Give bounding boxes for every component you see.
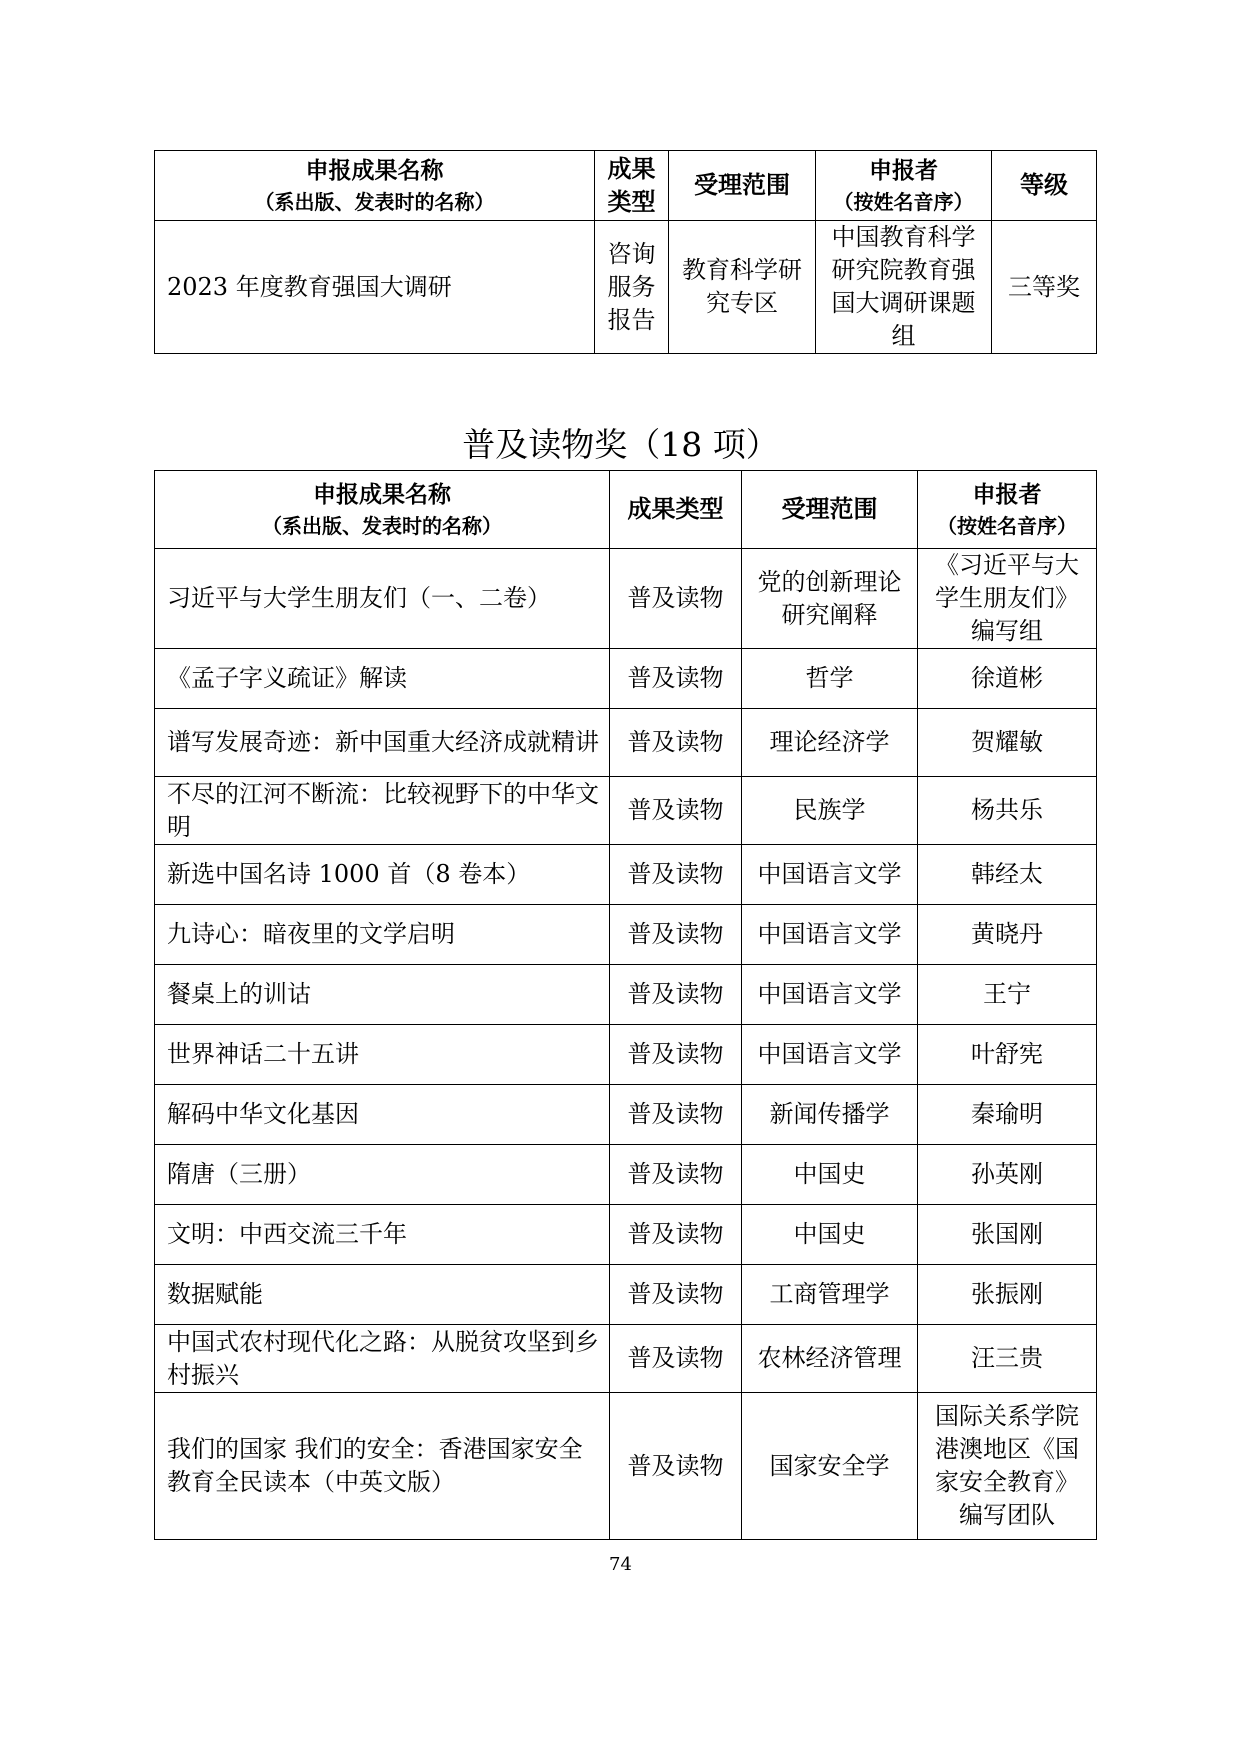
cell-scope: 中国语言文学 xyxy=(742,1025,918,1085)
cell-scope: 哲学 xyxy=(742,649,918,709)
header-name-sub: （系出版、发表时的名称） xyxy=(254,189,495,214)
header-name-main: 申报成果名称 xyxy=(305,157,444,184)
cell-name: 我们的国家 我们的安全：香港国家安全教育全民读本（中英文版） xyxy=(155,1393,610,1540)
page-number: 74 xyxy=(609,1554,632,1575)
cell-name: 不尽的江河不断流：比较视野下的中华文明 xyxy=(155,777,610,845)
cell-type: 普及读物 xyxy=(610,1265,742,1325)
cell-type: 普及读物 xyxy=(610,549,742,649)
cell-type: 普及读物 xyxy=(610,777,742,845)
table-row xyxy=(155,649,1097,709)
cell-scope: 中国史 xyxy=(742,1145,918,1205)
cell-scope: 工商管理学 xyxy=(742,1265,918,1325)
cell-applicant: 王宁 xyxy=(918,965,1097,1025)
cell-type: 普及读物 xyxy=(610,845,742,905)
cell-name: 世界神话二十五讲 xyxy=(155,1025,610,1085)
header-type: 成果类型 xyxy=(610,471,742,549)
cell-type: 普及读物 xyxy=(610,1025,742,1085)
cell-applicant: 贺耀敏 xyxy=(918,709,1097,777)
table-row xyxy=(155,965,1097,1025)
cell-name: 习近平与大学生朋友们（一、二卷） xyxy=(155,549,610,649)
table-row xyxy=(155,1393,1097,1540)
table-row xyxy=(155,777,1097,845)
cell-applicant: 中国教育科学研究院教育强国大调研课题组 xyxy=(816,221,992,354)
cell-applicant: 杨共乐 xyxy=(918,777,1097,845)
table-row xyxy=(155,1205,1097,1265)
table-row xyxy=(155,549,1097,649)
header-name xyxy=(155,471,610,549)
cell-name: 餐桌上的训诂 xyxy=(155,965,610,1025)
cell-scope: 中国语言文学 xyxy=(742,845,918,905)
header-applicant xyxy=(816,151,992,221)
table-row xyxy=(155,1265,1097,1325)
header-applicant xyxy=(918,471,1097,549)
cell-applicant: 秦瑜明 xyxy=(918,1085,1097,1145)
cell-name: 《孟子字义疏证》解读 xyxy=(155,649,610,709)
cell-grade: 三等奖 xyxy=(992,221,1097,354)
header-type: 成果类型 xyxy=(595,151,669,221)
cell-type: 咨询服务报告 xyxy=(595,221,669,354)
header-name-main: 申报成果名称 xyxy=(313,481,451,508)
cell-applicant: 孙英刚 xyxy=(918,1145,1097,1205)
cell-scope: 教育科学研究专区 xyxy=(669,221,816,354)
header-name-sub: （系出版、发表时的名称） xyxy=(262,513,502,538)
table-header-row xyxy=(155,151,1097,221)
header-name xyxy=(155,151,595,221)
cell-applicant: 张国刚 xyxy=(918,1205,1097,1265)
cell-applicant: 徐道彬 xyxy=(918,649,1097,709)
cell-scope: 中国语言文学 xyxy=(742,905,918,965)
header-scope: 受理范围 xyxy=(742,471,918,549)
award-table-popular-readings xyxy=(154,470,1097,1540)
cell-name: 数据赋能 xyxy=(155,1265,610,1325)
cell-applicant: 汪三贵 xyxy=(918,1325,1097,1393)
table-header-row xyxy=(155,471,1097,549)
cell-type: 普及读物 xyxy=(610,709,742,777)
header-applicant-sub: （按姓名音序） xyxy=(833,189,974,214)
cell-type: 普及读物 xyxy=(610,1085,742,1145)
table-row xyxy=(155,1025,1097,1085)
table-row xyxy=(155,845,1097,905)
table-row xyxy=(155,1325,1097,1393)
cell-scope: 党的创新理论研究阐释 xyxy=(742,549,918,649)
cell-applicant: 国际关系学院港澳地区《国家安全教育》编写团队 xyxy=(918,1393,1097,1540)
award-table-top xyxy=(154,150,1097,354)
cell-applicant: 叶舒宪 xyxy=(918,1025,1097,1085)
cell-type: 普及读物 xyxy=(610,649,742,709)
table-row xyxy=(155,905,1097,965)
cell-type: 普及读物 xyxy=(610,1145,742,1205)
cell-scope: 农林经济管理 xyxy=(742,1325,918,1393)
cell-name: 隋唐（三册） xyxy=(155,1145,610,1205)
header-applicant-main: 申报者 xyxy=(869,157,938,184)
cell-name: 文明：中西交流三千年 xyxy=(155,1205,610,1265)
cell-type: 普及读物 xyxy=(610,1205,742,1265)
table-row xyxy=(155,1085,1097,1145)
header-applicant-main: 申报者 xyxy=(972,481,1042,508)
cell-scope: 中国语言文学 xyxy=(742,965,918,1025)
cell-name: 解码中华文化基因 xyxy=(155,1085,610,1145)
cell-applicant: 韩经太 xyxy=(918,845,1097,905)
cell-name: 中国式农村现代化之路：从脱贫攻坚到乡村振兴 xyxy=(155,1325,610,1393)
cell-applicant: 张振刚 xyxy=(918,1265,1097,1325)
cell-type: 普及读物 xyxy=(610,905,742,965)
cell-name: 新选中国名诗 1000 首（8 卷本） xyxy=(155,845,610,905)
cell-scope: 新闻传播学 xyxy=(742,1085,918,1145)
cell-type: 普及读物 xyxy=(610,1393,742,1540)
table-row xyxy=(155,709,1097,777)
cell-name: 九诗心：暗夜里的文学启明 xyxy=(155,905,610,965)
cell-type: 普及读物 xyxy=(610,1325,742,1393)
cell-name: 谱写发展奇迹：新中国重大经济成就精讲 xyxy=(155,709,610,777)
cell-scope: 民族学 xyxy=(742,777,918,845)
header-scope: 受理范围 xyxy=(669,151,816,221)
cell-name: 2023 年度教育强国大调研 xyxy=(155,221,595,354)
cell-type: 普及读物 xyxy=(610,965,742,1025)
cell-applicant: 《习近平与大学生朋友们》编写组 xyxy=(918,549,1097,649)
cell-scope: 中国史 xyxy=(742,1205,918,1265)
table-row xyxy=(155,1145,1097,1205)
cell-applicant: 黄晓丹 xyxy=(918,905,1097,965)
cell-scope: 国家安全学 xyxy=(742,1393,918,1540)
table-row xyxy=(155,221,1097,354)
header-applicant-sub: （按姓名音序） xyxy=(937,513,1077,538)
section-title: 普及读物奖（18 项） xyxy=(462,425,779,464)
header-grade: 等级 xyxy=(992,151,1097,221)
cell-scope: 理论经济学 xyxy=(742,709,918,777)
